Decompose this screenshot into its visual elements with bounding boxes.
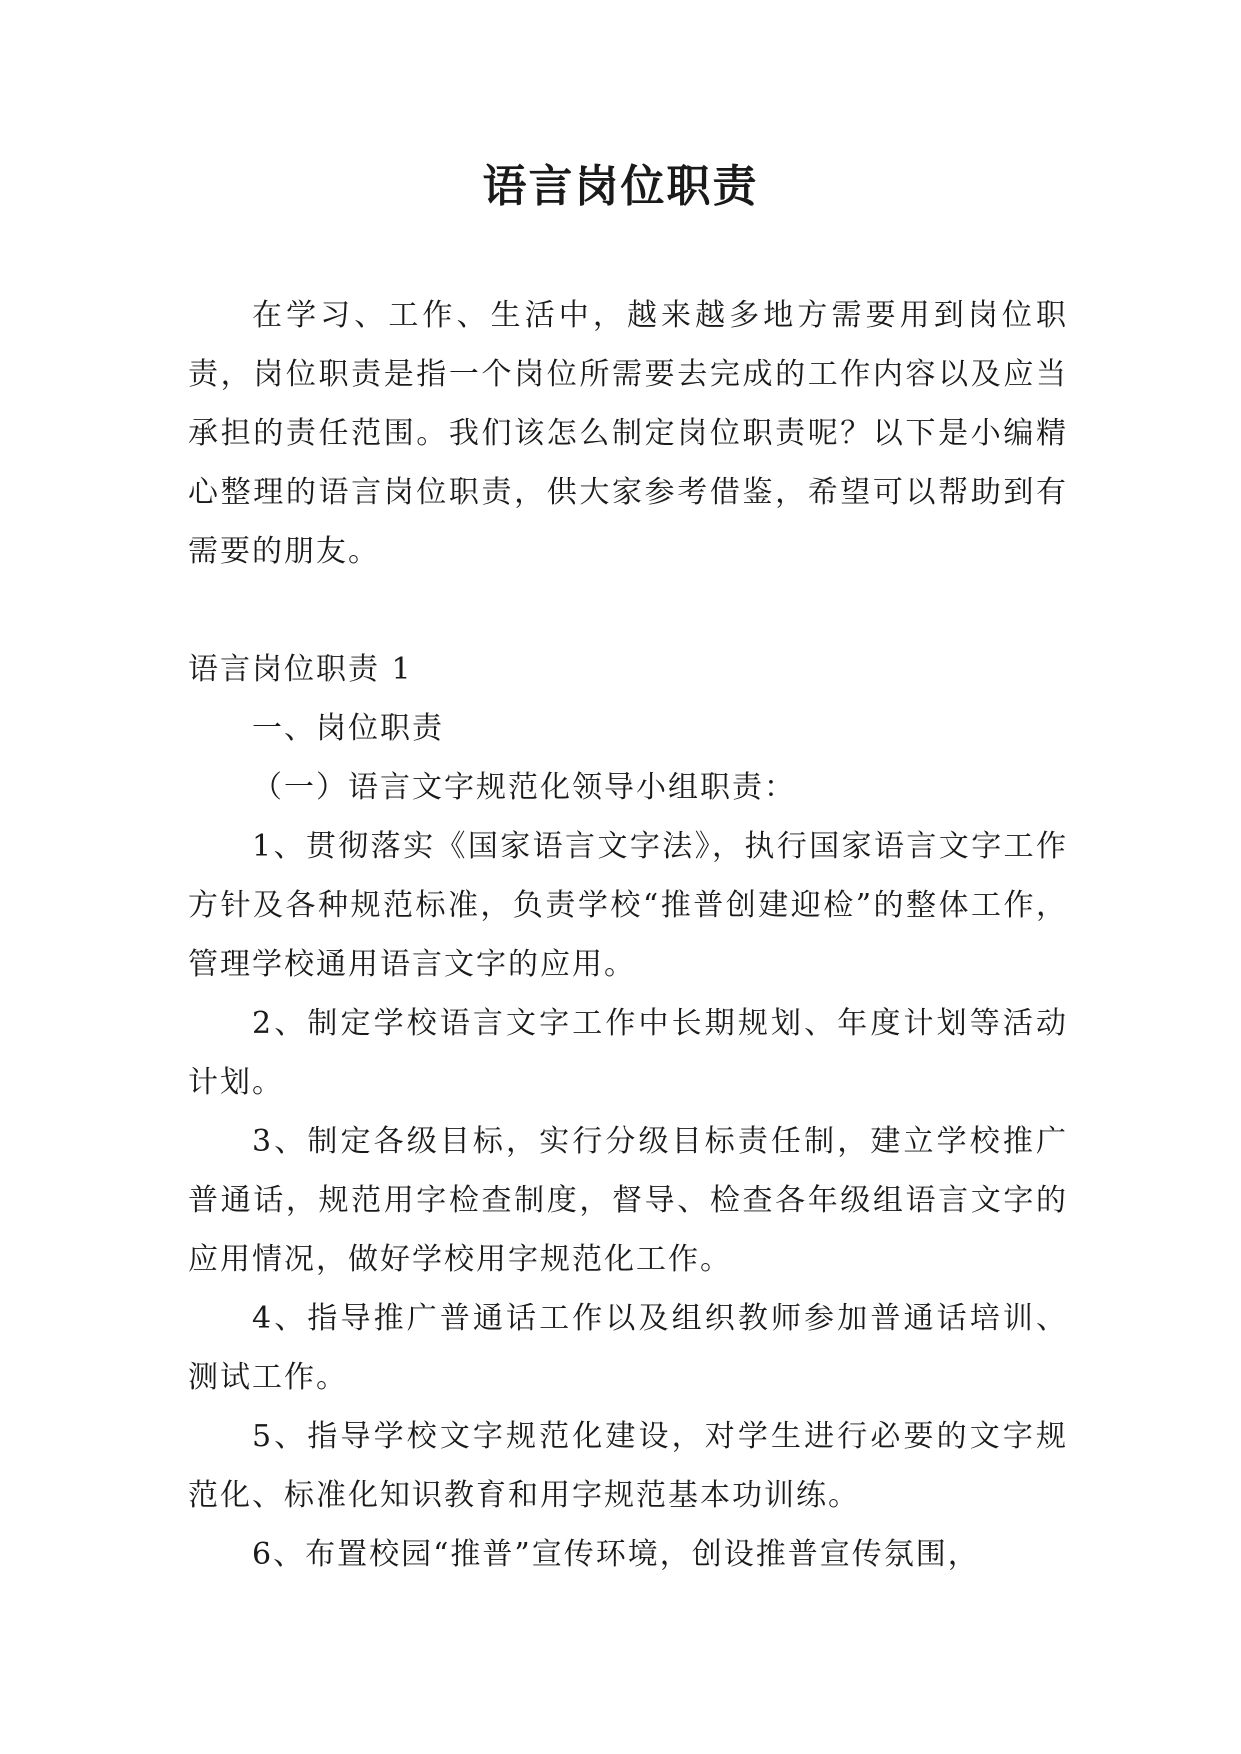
document-body bbox=[188, 286, 1068, 1584]
section-heading: 语言岗位职责 1 bbox=[188, 652, 413, 687]
list-item: 5、指导学校文字规范化建设，对学生进行必要的文字规范化、标准化知识教育和用字规范基本功训练。 bbox=[188, 1419, 1068, 1513]
group-heading: （一）语言文字规范化领导小组职责： bbox=[252, 770, 796, 805]
list-item: 3、制定各级目标，实行分级目标责任制，建立学校推广普通话，规范用字检查制度，督导、检查各年级组语言文字的应用情况，做好学校用字规范化工作。 bbox=[188, 1124, 1068, 1277]
page-title: 语言岗位职责 bbox=[482, 161, 759, 212]
list-item: 6、布置校园“推普”宣传环境，创设推普宣传氛围， bbox=[252, 1537, 980, 1572]
subheading: 一、岗位职责 bbox=[252, 711, 444, 746]
list-item: 4、指导推广普通话工作以及组织教师参加普通话培训、测试工作。 bbox=[188, 1301, 1068, 1395]
intro-paragraph: 在学习、工作、生活中，越来越多地方需要用到岗位职责，岗位职责是指一个岗位所需要去完成的工作内容以及应当承担的责任范围。我们该怎么制定岗位职责呢？以下是小编精心整理的语言岗位职责，供大家参考借鉴，希望可以帮助到有需要的朋友。 bbox=[188, 298, 1068, 569]
list-item: 1、贯彻落实《国家语言文字法》，执行国家语言文字工作方针及各种规范标准，负责学校“推普创建迎检”的整体工作，管理学校通用语言文字的应用。 bbox=[188, 829, 1068, 982]
list-item: 2、制定学校语言文字工作中长期规划、年度计划等活动计划。 bbox=[188, 1006, 1068, 1100]
